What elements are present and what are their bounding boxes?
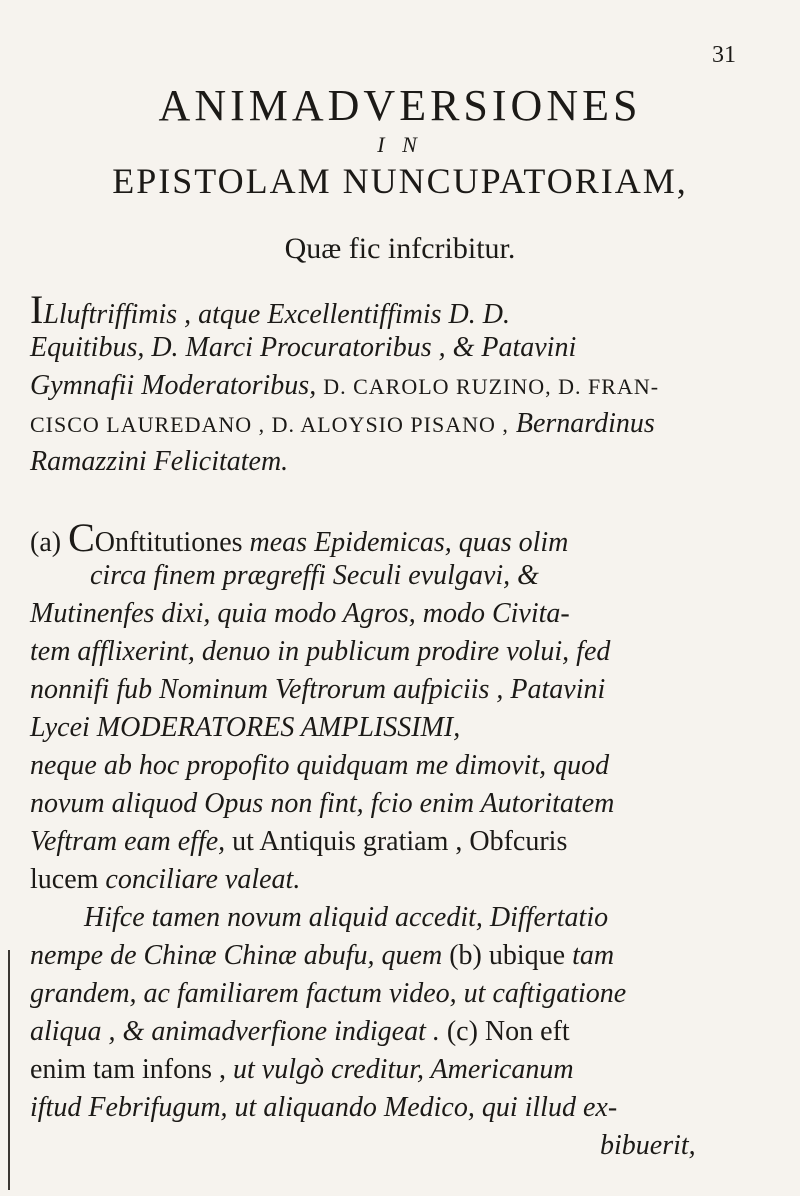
dedication-line-5: Ramazzini Felicitatem. [30, 446, 289, 477]
body-text: ut vulgò creditur, Americanum [232, 1054, 574, 1085]
dedication-author: Bernardinus [515, 408, 655, 439]
drop-cap: C [68, 515, 95, 560]
body-text: (c) Non eft [446, 1016, 570, 1047]
paragraph-2-line-1: Hifce tamen novum aliquid accedit, Differtatio [84, 902, 609, 933]
paragraph-2-line-3: grandem, ac familiarem factum video, ut caftigatione [30, 978, 627, 1009]
page-number: 31 [712, 42, 736, 68]
paragraph-2-line-7: bibuerit, [600, 1130, 696, 1161]
paragraph-1-line-5: nonnifi fub Nominum Veftrorum aufpiciis , Patavini [30, 674, 606, 705]
paragraph-1-line-10 [30, 862, 750, 898]
paragraph-1-line-6: Lycei MODERATORES AMPLISSIMI, [30, 712, 461, 743]
title-preposition: I N [377, 132, 423, 157]
body-text: (b) ubique [449, 940, 566, 971]
dedication-line-2: Equitibus, D. Marci Procuratoribus , & Patavini [30, 332, 577, 363]
title-caption: Quæ fic infcribitur. [284, 232, 516, 265]
page-subtitle: EPISTOLAM NUNCUPATORIAM, [112, 161, 688, 201]
paragraph-2-line-4 [30, 1014, 750, 1050]
dedication-text: Gymnafii Moderatoribus, [30, 370, 317, 401]
body-text: meas Epidemicas, quas olim [249, 527, 569, 558]
dedication-names: CISCO LAUREDANO , D. ALOYSIO PISANO , [30, 412, 509, 437]
paragraph-2-line-2 [30, 938, 750, 974]
body-text: enim tam infons , [30, 1054, 226, 1085]
body-text: Onftitutiones [94, 527, 243, 558]
paragraph-1-line-3: Mutinenfes dixi, quia modo Agros, modo Civita- [30, 598, 570, 629]
body-text: ut Antiquis gratiam , Obfcuris [232, 826, 568, 857]
binding-edge-line [8, 950, 10, 1190]
body-text: conciliare valeat. [105, 864, 301, 895]
paragraph-1-line-2: circa finem prægreffi Seculi evulgavi, & [90, 560, 539, 591]
dedication-initial: I [30, 287, 44, 332]
body-text: nempe de Chinæ Chinæ abufu, quem [30, 940, 443, 971]
paragraph-2-line-6: iftud Febrifugum, ut aliquando Medico, qui illud ex- [30, 1092, 618, 1123]
paragraph-1-line-8: novum aliquod Opus non fint, fcio enim Autoritatem [30, 788, 615, 819]
paragraph-1-line-7: neque ab hoc propofito quidquam me dimovit, quod [30, 750, 610, 781]
dedication-names: D. CAROLO RUZINO, D. FRAN- [323, 374, 660, 399]
dedication-line-3 [30, 368, 750, 405]
body-text: tam [572, 940, 615, 971]
body-text: aliqua , & animadverfione indigeat . [30, 1016, 440, 1047]
dedication-line-1 [30, 287, 750, 333]
body-text: Veftram eam effe, [30, 826, 226, 857]
body-text: lucem [30, 864, 99, 895]
paragraph-1-line-4: tem afflixerint, denuo in publicum prodire volui, fed [30, 636, 611, 667]
footnote-marker: (a) [30, 527, 62, 558]
paragraph-1-line-1 [30, 515, 750, 561]
dedication-line-4 [30, 406, 750, 443]
dedication-text: Lluftriffimis , atque Excellentiffimis D. D. [43, 299, 510, 330]
paragraph-1-line-9 [30, 824, 750, 860]
page-title: ANIMADVERSIONES [158, 81, 642, 130]
paragraph-2-line-5 [30, 1052, 750, 1088]
